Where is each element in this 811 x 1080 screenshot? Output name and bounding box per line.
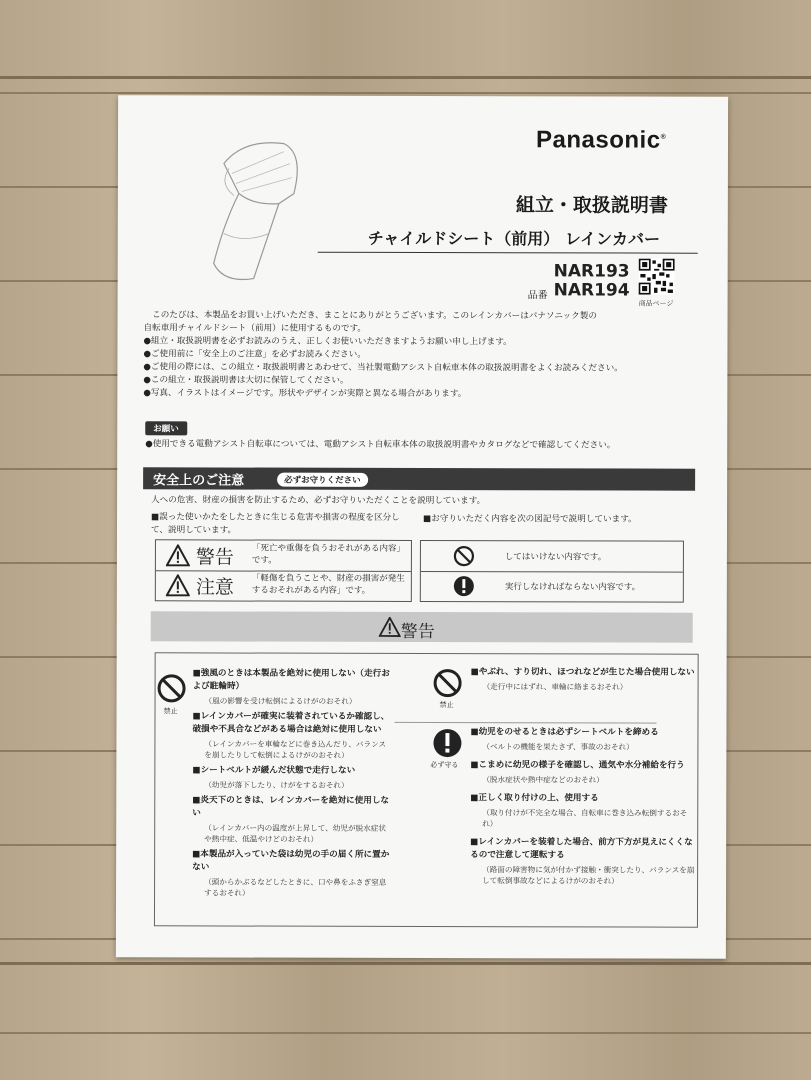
warning-item-reason: （ベルトの機能を果たさず、事故のおそれ） (482, 742, 634, 752)
mandatory-icon (432, 728, 462, 758)
intro-line: ●この組立・取扱説明書は大切に保管してください。 (143, 375, 349, 386)
warning-item-reason: （幼児が落下したり、けがをするおそれ） (204, 780, 349, 790)
symbol-text: 実行しなければならない内容です。 (504, 582, 641, 593)
level-desc: 「軽傷を負うことや、財産の損害が発生するおそれがある内容」です。 (251, 573, 405, 596)
warning-item-head: ■炎天下のときは、レインカバーを絶対に使用しない (192, 795, 390, 819)
mandatory-item (470, 759, 696, 786)
brand-logo: Panasonic® (535, 126, 667, 154)
intro-line: ●ご使用の際には、この組立・取扱説明書とあわせて、当社製電動アシスト自転車本体の取扱説明書をよくお読みください。 (143, 362, 623, 374)
qr-code-icon (639, 259, 675, 295)
warning-item (192, 848, 392, 899)
model-number-2: NAR194 (553, 280, 630, 301)
prohibited-icon (157, 673, 187, 703)
warning-item-head: ■本製品が入っていた袋は幼児の手の届く所に置かない (192, 849, 390, 873)
symbol-text: してはいけない内容です。 (504, 552, 607, 563)
warning-title: 警告 (400, 621, 435, 643)
intro-line: このたびは、本製品をお買い上げいただき、まことにありがとうございます。このレインカバーはパナソニック製の (143, 310, 597, 322)
intro-line: ●写真、イラストはイメージです。形状やデザインが実際と異なる場合があります。 (143, 388, 467, 400)
levels-lead: ■誤った使いかたをしたときに生じる危害や損害の程度を区分して、説明しています。 (150, 512, 400, 536)
intro-line: 自転車用チャイルドシート（前用）に使用するものです。 (143, 323, 367, 334)
symbol-row-prohibited (421, 541, 683, 573)
qr-label: 商品ページ (638, 299, 674, 308)
manual-title: 組立・取扱説明書 (515, 194, 668, 217)
warning-item-head: ■こまめに幼児の様子を確認し、通気や水分補給を行う (470, 760, 685, 771)
warning-triangle-icon (166, 544, 190, 566)
prohibited-icon (433, 668, 463, 698)
model-number-1: NAR193 (553, 261, 630, 282)
rain-cover-illustration (184, 133, 304, 285)
warning-item (192, 710, 392, 761)
intro-line: ●組立・取扱説明書を必ずお読みのうえ、正しくお使いいただきますようお願い申し上げます。 (143, 336, 512, 348)
intro-text (143, 309, 703, 401)
warning-triangle-icon (166, 574, 190, 596)
hazard-level-caution (156, 570, 411, 601)
warning-item-reason: （路面の障害物に気が付かず接触・衝突したり、バランスを崩して転倒事故などによるけがのおそれ） (482, 865, 695, 886)
symbols-lead: ■お守りいただく内容を次の図記号で説明しています。 (423, 514, 637, 525)
notice-tag: お願い (145, 421, 187, 435)
level-word: 注意 (195, 576, 234, 599)
warning-triangle-icon (379, 617, 401, 637)
prohibited-icon (453, 545, 475, 567)
level-desc: 「死亡や重傷を負うおそれがある内容」です。 (251, 543, 405, 566)
warning-right-mandatory (470, 726, 696, 887)
must-follow-tag: 必ずお守りください (277, 473, 368, 487)
mandatory-item (470, 792, 696, 830)
warning-item (471, 666, 697, 693)
prohibit-caption: 禁止 (439, 701, 454, 710)
warning-item-reason: （風の影響を受け転倒によるけがのおそれ） (204, 696, 357, 706)
model-label: 品番 (527, 290, 548, 302)
warning-item-head: ■幼児をのせるときは必ずシートベルトを締める (470, 727, 659, 738)
warning-item-head: ■シートベルトが緩んだ状態で走行しない (192, 765, 356, 776)
safety-title: 安全上のご注意 (153, 473, 245, 489)
mandatory-caption: 必ず守る (430, 761, 459, 770)
prohibit-caption: 禁止 (163, 707, 178, 716)
warning-item-head: ■強風のときは本製品を絶対に使用しない（走行および駐輪時） (192, 668, 390, 692)
warning-item-reason: （頭からかぶるなどしたときに、口や鼻をふさぎ窒息するおそれ） (204, 877, 387, 898)
hazard-level-table (155, 539, 412, 602)
warning-item-head: ■レインカバーが確実に装着されているか確認し、破損や不具合などがある場合は絶対に使用しない (192, 711, 390, 735)
symbol-row-mandatory (421, 571, 683, 602)
notice-text: ●使用できる電動アシスト自転車については、電動アシスト自転車本体の取扱説明書やカタログなどで確認してください。 (145, 439, 616, 451)
warning-item-head: ■正しく取り付けの上、使用する (470, 793, 599, 804)
warning-item (193, 667, 393, 707)
warning-item (192, 764, 392, 791)
level-word: 警告 (195, 546, 234, 569)
safety-lead: 人への危害、財産の損害を防止するため、必ずお守りいただくことを説明しています。 (151, 495, 486, 507)
warning-left-column (192, 667, 393, 899)
warning-item-head: ■やぶれ、すり切れ、ほつれなどが生じた場合使用しない (470, 667, 695, 678)
warning-item-reason: （レインカバーを車輪などに巻き込んだり、バランスを崩したりして転倒によるけがのおそれ） (204, 739, 387, 760)
hazard-level-warning (156, 540, 411, 572)
manual-sheet (116, 95, 728, 959)
warning-right-prohibit (471, 666, 697, 693)
floor-seam (0, 962, 811, 965)
symbol-table (420, 540, 684, 603)
intro-line: ●ご使用前に「安全上のご注意」を必ずお読みください。 (143, 349, 366, 360)
warning-item-reason: （レインカバー内の温度が上昇して、幼児が脱水症状や熱中症、低温やけどのおそれ） (204, 823, 386, 844)
warning-item-reason: （脱水症状や熱中症などのおそれ） (482, 775, 604, 785)
mandatory-icon (453, 575, 475, 597)
warning-item-reason: （取り付けが不完全な場合、自転車に巻き込み転倒するおそれ） (482, 808, 688, 829)
warning-item (192, 794, 392, 845)
mandatory-item (470, 726, 696, 753)
mandatory-item (470, 836, 696, 887)
floor-seam (0, 76, 811, 79)
product-subtitle: チャイルドシート（前用） レインカバー (367, 228, 661, 249)
warning-item-reason: （走行中にはずれ、車輪に絡まるおそれ） (482, 682, 628, 692)
title-divider (318, 252, 698, 254)
warning-item-head: ■レインカバーを装着した場合、前方下方が見えにくくなるので注意して運転する (470, 837, 693, 861)
